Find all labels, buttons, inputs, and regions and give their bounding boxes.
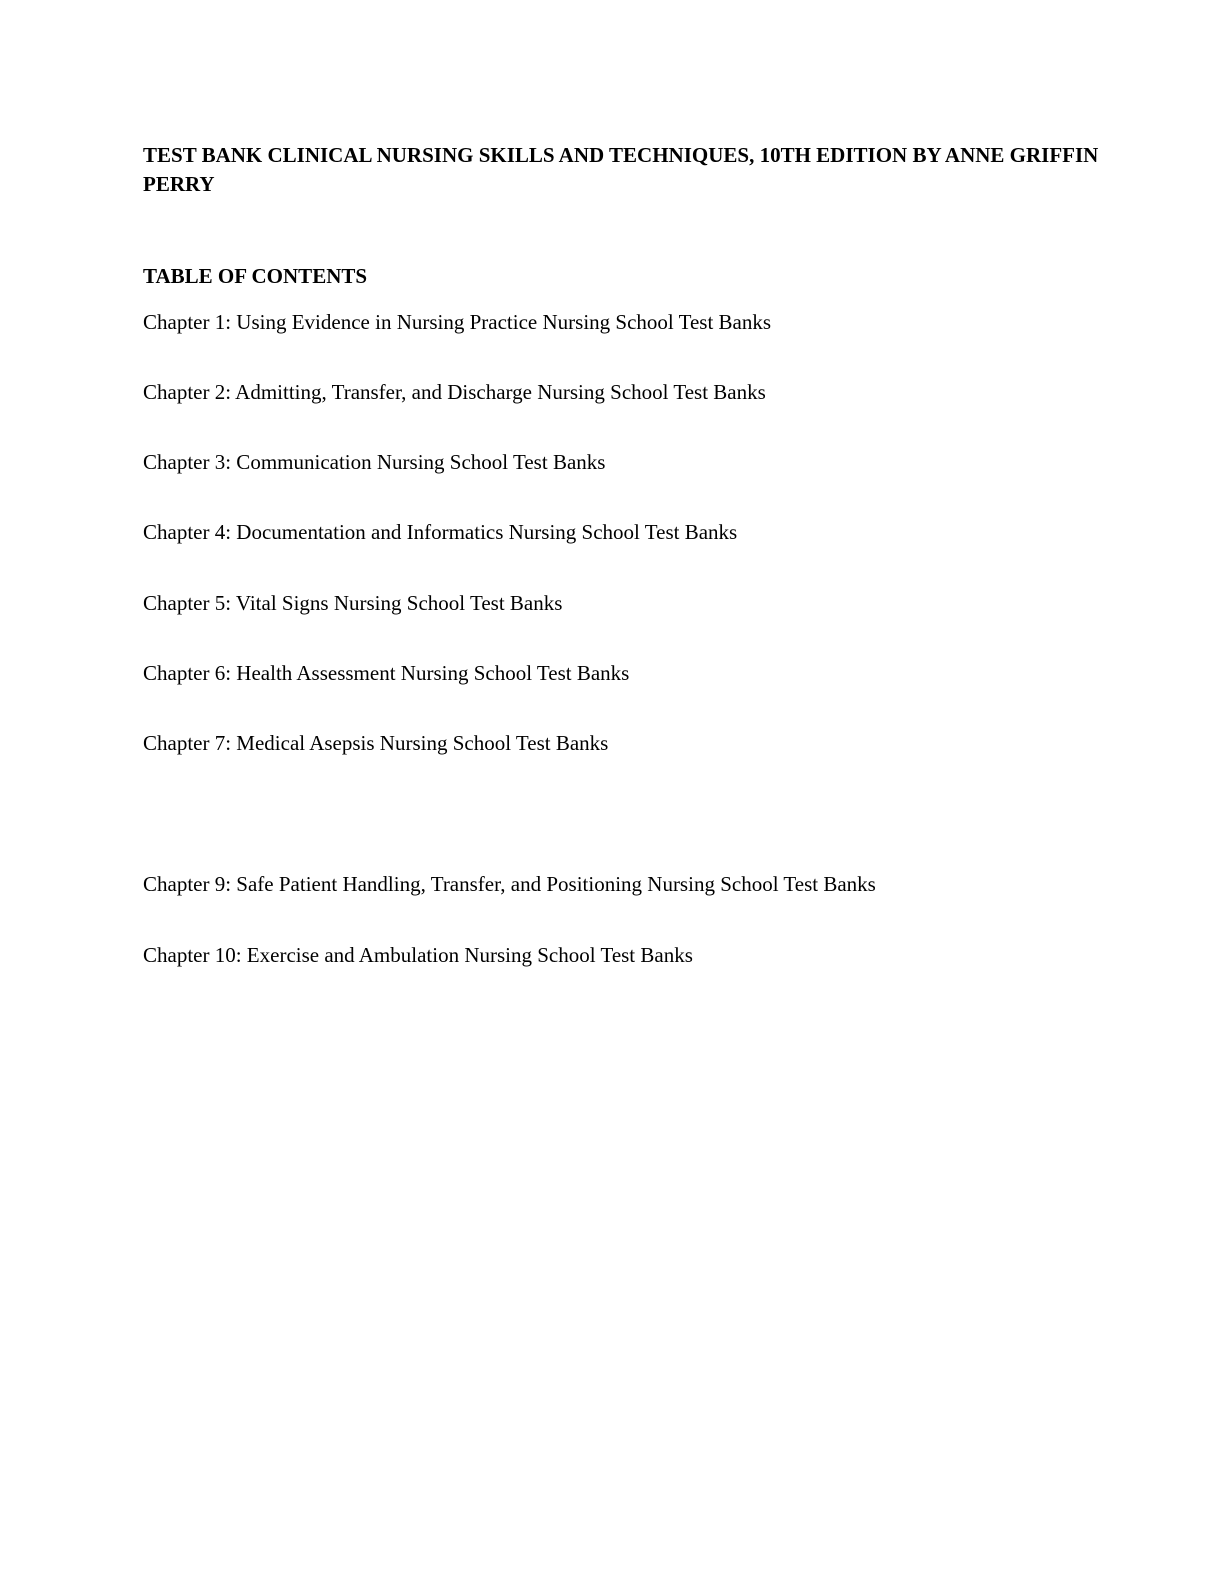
toc-entry-chapter-10: Chapter 10: Exercise and Ambulation Nursing School Test Banks [143,943,693,967]
toc-entry-chapter-6: Chapter 6: Health Assessment Nursing School Test Banks [143,661,630,685]
toc-entry-chapter-5: Chapter 5: Vital Signs Nursing School Test Banks [143,591,563,615]
toc-entry-chapter-9: Chapter 9: Safe Patient Handling, Transfer, and Positioning Nursing School Test Banks [143,872,876,896]
toc-entry-chapter-2: Chapter 2: Admitting, Transfer, and Discharge Nursing School Test Banks [143,380,766,404]
document-title: TEST BANK CLINICAL NURSING SKILLS AND TECHNIQUES, 10TH EDITION BY ANNE GRIFFIN PERRY [143,143,1099,196]
toc-entry-chapter-3: Chapter 3: Communication Nursing School Test Banks [143,450,606,474]
toc-entry-chapter-1: Chapter 1: Using Evidence in Nursing Practice Nursing School Test Banks [143,310,772,334]
toc-entry-chapter-7: Chapter 7: Medical Asepsis Nursing School Test Banks [143,731,609,755]
toc-entry-chapter-4: Chapter 4: Documentation and Informatics Nursing School Test Banks [143,520,738,544]
toc-heading: TABLE OF CONTENTS [143,264,368,288]
